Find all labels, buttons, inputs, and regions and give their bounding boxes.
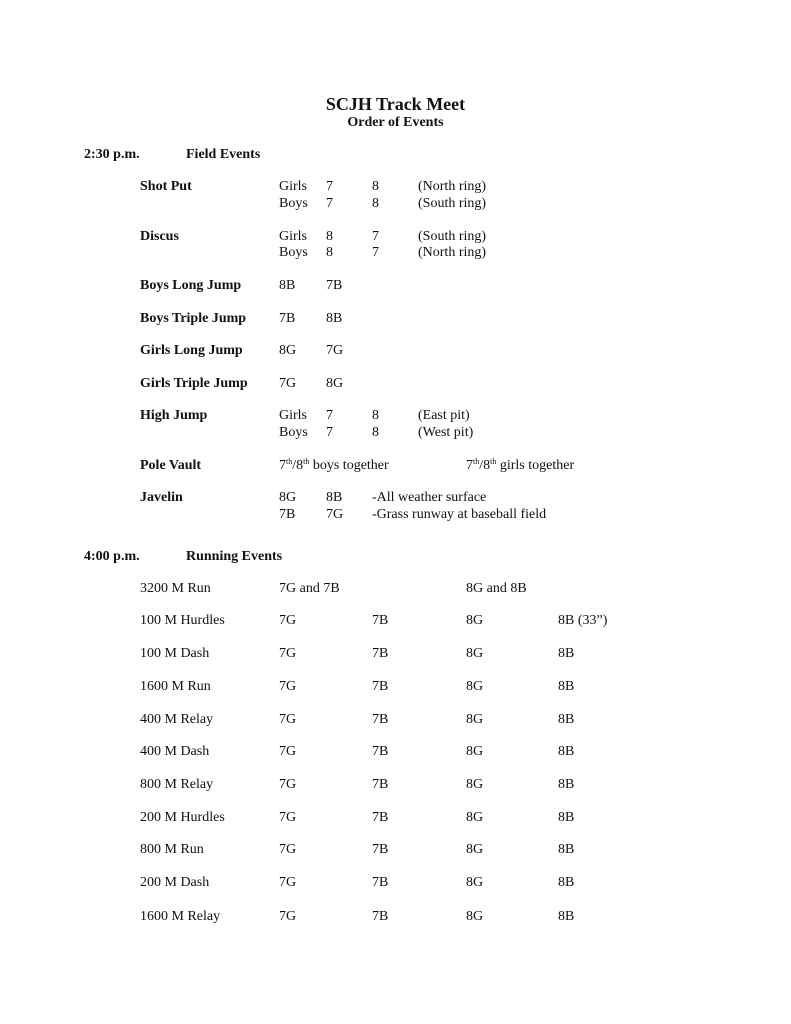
field-event-cell: (West pit) (418, 425, 474, 440)
field-event-cell: 8 (372, 425, 379, 440)
running-event-cell: 8G (466, 646, 484, 661)
pole-vault-girls (466, 458, 574, 474)
field-event-cell: 7 (326, 408, 333, 423)
running-event-cell: 8B (558, 679, 575, 694)
running-event-cell: 8B (558, 875, 575, 890)
running-event-cell: 8B (558, 810, 575, 825)
running-event-name: 400 M Relay (140, 712, 214, 727)
running-event-cell: 8G (466, 613, 484, 628)
running-event-name: 800 M Relay (140, 777, 214, 792)
running-event-cell: 7G (279, 613, 297, 628)
running-event-cell: 7B (372, 712, 389, 727)
running-event-cell: 8G and 8B (466, 581, 527, 596)
running-event-cell: 8B (558, 777, 575, 792)
running-event-cell: 8G (466, 875, 484, 890)
field-event-cell: 8B (279, 278, 296, 293)
running-event-cell: 7G (279, 712, 297, 727)
running-event-cell: 7B (372, 909, 389, 924)
section-heading: Running Events (186, 549, 283, 564)
running-event-cell: 8G (466, 679, 484, 694)
running-event-name: 1600 M Run (140, 679, 211, 694)
running-event-cell: 7B (372, 744, 389, 759)
field-event-cell: Boys (279, 196, 308, 211)
field-event-cell: 8G (279, 343, 297, 358)
field-event-name: Boys Triple Jump (140, 311, 247, 326)
field-event-cell: 8B (326, 490, 343, 505)
running-event-cell: 8G (466, 909, 484, 924)
field-event-cell: 7B (279, 311, 296, 326)
running-event-name: 400 M Dash (140, 744, 210, 759)
grade: /8 (479, 458, 491, 473)
field-event-cell: 8G (326, 376, 344, 391)
section-heading: Field Events (186, 147, 261, 162)
running-event-cell: 8B (558, 909, 575, 924)
field-event-cell: 7B (326, 278, 343, 293)
section-time: 4:00 p.m. (84, 549, 140, 564)
field-event-cell: (North ring) (418, 245, 487, 260)
ordinal: th (286, 457, 293, 466)
field-event-name: Discus (140, 229, 179, 244)
field-event-cell: 7B (279, 507, 296, 522)
running-event-cell: 7G (279, 875, 297, 890)
field-event-cell: 7 (326, 179, 333, 194)
field-event-cell: 7 (372, 229, 379, 244)
field-event-cell: -All weather surface (372, 490, 487, 505)
field-event-cell: 7 (372, 245, 379, 260)
note: girls together (496, 458, 575, 473)
running-event-cell: 8B (558, 744, 575, 759)
ordinal: th (490, 457, 497, 466)
running-event-cell: 8B (558, 646, 575, 661)
running-event-cell: 8B (33”) (558, 613, 608, 628)
section-time: 2:30 p.m. (84, 147, 140, 162)
field-event-name: Javelin (140, 490, 183, 505)
running-event-cell: 8G (466, 810, 484, 825)
running-event-cell: 7B (372, 679, 389, 694)
field-event-cell: (East pit) (418, 408, 470, 423)
field-event-cell: Girls (279, 408, 307, 423)
running-event-cell: 7G (279, 810, 297, 825)
pole-vault-boys (279, 458, 389, 474)
running-event-cell: 7B (372, 842, 389, 857)
field-event-cell: (South ring) (418, 196, 487, 211)
running-event-cell: 8G (466, 712, 484, 727)
running-event-name: 1600 M Relay (140, 909, 221, 924)
running-event-cell: 7G (279, 646, 297, 661)
running-event-cell: 8G (466, 744, 484, 759)
field-event-name: High Jump (140, 408, 208, 423)
field-event-cell: 7G (279, 376, 297, 391)
field-event-name: Boys Long Jump (140, 278, 242, 293)
field-event-cell: (North ring) (418, 179, 487, 194)
field-event-cell: Girls (279, 229, 307, 244)
field-event-name: Shot Put (140, 179, 192, 194)
field-event-cell: Boys (279, 245, 308, 260)
running-event-cell: 7G and 7B (279, 581, 340, 596)
document-title: SCJH Track Meet (325, 94, 466, 114)
document-subtitle: Order of Events (347, 115, 444, 130)
grade: 7 (279, 458, 286, 473)
running-event-name: 800 M Run (140, 842, 204, 857)
running-event-cell: 8B (558, 712, 575, 727)
running-event-name: 200 M Hurdles (140, 810, 225, 825)
running-event-name: 100 M Dash (140, 646, 210, 661)
field-event-cell: 8 (326, 245, 333, 260)
field-event-cell: Boys (279, 425, 308, 440)
field-event-cell: 7 (326, 425, 333, 440)
running-event-cell: 7B (372, 875, 389, 890)
grade: 7 (466, 458, 473, 473)
field-event-cell: -Grass runway at baseball field (372, 507, 547, 522)
running-event-cell: 7G (279, 842, 297, 857)
ordinal: th (473, 457, 480, 466)
running-event-cell: 7G (279, 777, 297, 792)
running-event-name: 100 M Hurdles (140, 613, 225, 628)
running-event-cell: 7B (372, 613, 389, 628)
running-event-name: 200 M Dash (140, 875, 210, 890)
running-event-cell: 8G (466, 777, 484, 792)
field-event-cell: 8B (326, 311, 343, 326)
grade: /8 (292, 458, 304, 473)
field-event-cell: 8 (372, 408, 379, 423)
ordinal: th (303, 457, 310, 466)
field-event-cell: 8G (279, 490, 297, 505)
note: boys together (309, 458, 389, 473)
field-event-cell: 8 (372, 196, 379, 211)
running-event-cell: 7G (279, 909, 297, 924)
field-event-cell: 7 (326, 196, 333, 211)
running-event-cell: 7G (279, 744, 297, 759)
field-event-cell: 8 (372, 179, 379, 194)
field-event-name: Girls Triple Jump (140, 376, 248, 391)
field-event-name: Girls Long Jump (140, 343, 243, 358)
running-event-name: 3200 M Run (140, 581, 211, 596)
running-event-cell: 7B (372, 810, 389, 825)
field-event-cell: 7G (326, 507, 344, 522)
field-event-cell: (South ring) (418, 229, 487, 244)
running-event-cell: 7B (372, 646, 389, 661)
running-event-cell: 8G (466, 842, 484, 857)
field-event-cell: 7G (326, 343, 344, 358)
running-event-cell: 7G (279, 679, 297, 694)
field-event-cell: Girls (279, 179, 307, 194)
field-event-name: Pole Vault (140, 458, 202, 473)
running-event-cell: 7B (372, 777, 389, 792)
field-event-cell: 8 (326, 229, 333, 244)
running-event-cell: 8B (558, 842, 575, 857)
